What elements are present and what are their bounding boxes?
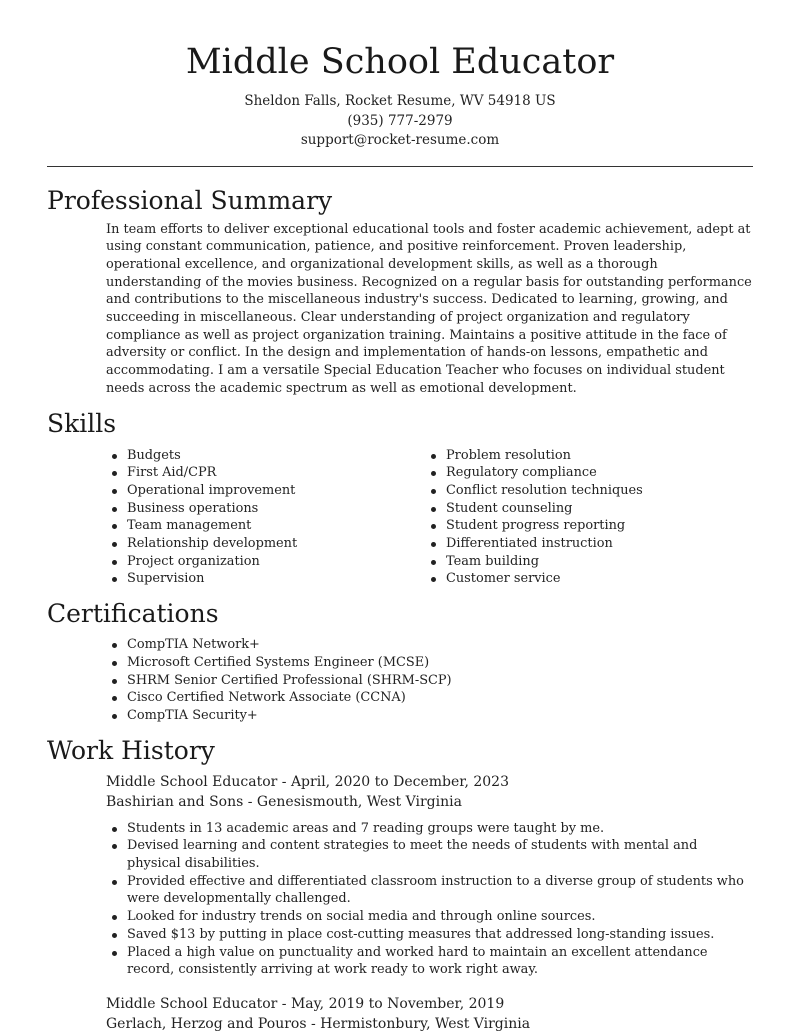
skill-item: Conflict resolution techniques [425, 482, 744, 500]
header-divider [47, 166, 753, 167]
job-entry [106, 772, 753, 979]
skill-item: Operational improvement [106, 482, 425, 500]
skills-column-left [106, 447, 425, 589]
certification-item: SHRM Senior Certified Professional (SHRM-SCP) [106, 672, 753, 690]
certification-item: Microsoft Certified Systems Engineer (MCSE) [106, 654, 753, 672]
summary-text: In team efforts to deliver exceptional educational tools and foster academic achievement, adept at using constant communication, patience, and positive reinforcement. Proven leadership, operational excellence, and organizational development skills, as well as a thorough understanding of the movies business. Recognized on a regular basis for outstanding performance and contributions to the miscellaneous industry's success. Dedicated to learning, growing, and succeeding in miscellaneous. Clear understanding of project organization and regulatory compliance as well as project organization training. Maintains a positive attitude in the face of adversity or conflict. In the design and implementation of hands-on lessons, empathetic and accommodating. I am a versatile Special Education Teacher who focuses on individual student needs across the academic spectrum as well as emotional development. [106, 221, 752, 396]
certifications-section [47, 598, 753, 725]
candidate-name: Middle School Educator [185, 42, 615, 82]
skill-item: Business operations [106, 500, 425, 518]
skills-grid [106, 447, 753, 589]
contact-block [0, 92, 800, 151]
skill-item: Project organization [106, 553, 425, 571]
resume-header [0, 0, 800, 151]
job-company-line: Bashirian and Sons - Genesismouth, West Virginia [106, 793, 462, 810]
skill-item: Student counseling [425, 500, 744, 518]
skill-item: Budgets [106, 447, 425, 465]
job-entry [106, 994, 753, 1034]
skill-item: Regulatory compliance [425, 464, 744, 482]
skills-heading: Skills [47, 408, 117, 438]
skill-item: Customer service [425, 570, 744, 588]
summary-section [47, 185, 753, 398]
job-duties-list [47, 820, 753, 979]
contact-phone: (935) 777-2979 [347, 112, 453, 129]
job-duty-item: Students in 13 academic areas and 7 reading groups were taught by me. [106, 820, 753, 838]
certification-item: Cisco Certified Network Associate (CCNA) [106, 689, 753, 707]
job-title-line: Middle School Educator - May, 2019 to November, 2019 [106, 996, 505, 1012]
skill-item: Student progress reporting [425, 517, 744, 535]
job-company-line: Gerlach, Herzog and Pouros - Hermistonbury, West Virginia [106, 1016, 531, 1032]
skills-column-right [425, 447, 744, 589]
skill-item: Problem resolution [425, 447, 744, 465]
contact-email: support@rocket-resume.com [300, 132, 500, 148]
certifications-heading: Certifications [47, 599, 219, 629]
job-duty-item: Saved $13 by putting in place cost-cutting measures that addressed long-standing issues. [106, 926, 753, 944]
skill-item: Team management [106, 517, 425, 535]
skill-item: Relationship development [106, 535, 425, 553]
contact-address: Sheldon Falls, Rocket Resume, WV 54918 US [244, 93, 556, 109]
work-history-section [47, 735, 753, 1034]
skill-item: Differentiated instruction [425, 535, 744, 553]
work-history-heading: Work History [47, 735, 215, 765]
certifications-list [106, 636, 753, 725]
job-duty-item: Devised learning and content strategies to meet the needs of students with mental and physical disabilities. [106, 837, 753, 872]
job-duty-item: Looked for industry trends on social media and through online sources. [106, 908, 753, 926]
job-title-line: Middle School Educator - April, 2020 to December, 2023 [106, 773, 509, 790]
skill-item: First Aid/CPR [106, 464, 425, 482]
skills-section [47, 408, 753, 589]
summary-heading: Professional Summary [47, 185, 333, 215]
certification-item: CompTIA Security+ [106, 707, 753, 725]
certification-item: CompTIA Network+ [106, 636, 753, 654]
job-duty-item: Provided effective and differentiated classroom instruction to a diverse group of students who were developmentally challenged. [106, 873, 753, 908]
skill-item: Team building [425, 553, 744, 571]
job-duty-item: Placed a high value on punctuality and worked hard to maintain an excellent attendance record, consistently arriving at work ready to work right away. [106, 944, 753, 979]
skill-item: Supervision [106, 570, 425, 588]
